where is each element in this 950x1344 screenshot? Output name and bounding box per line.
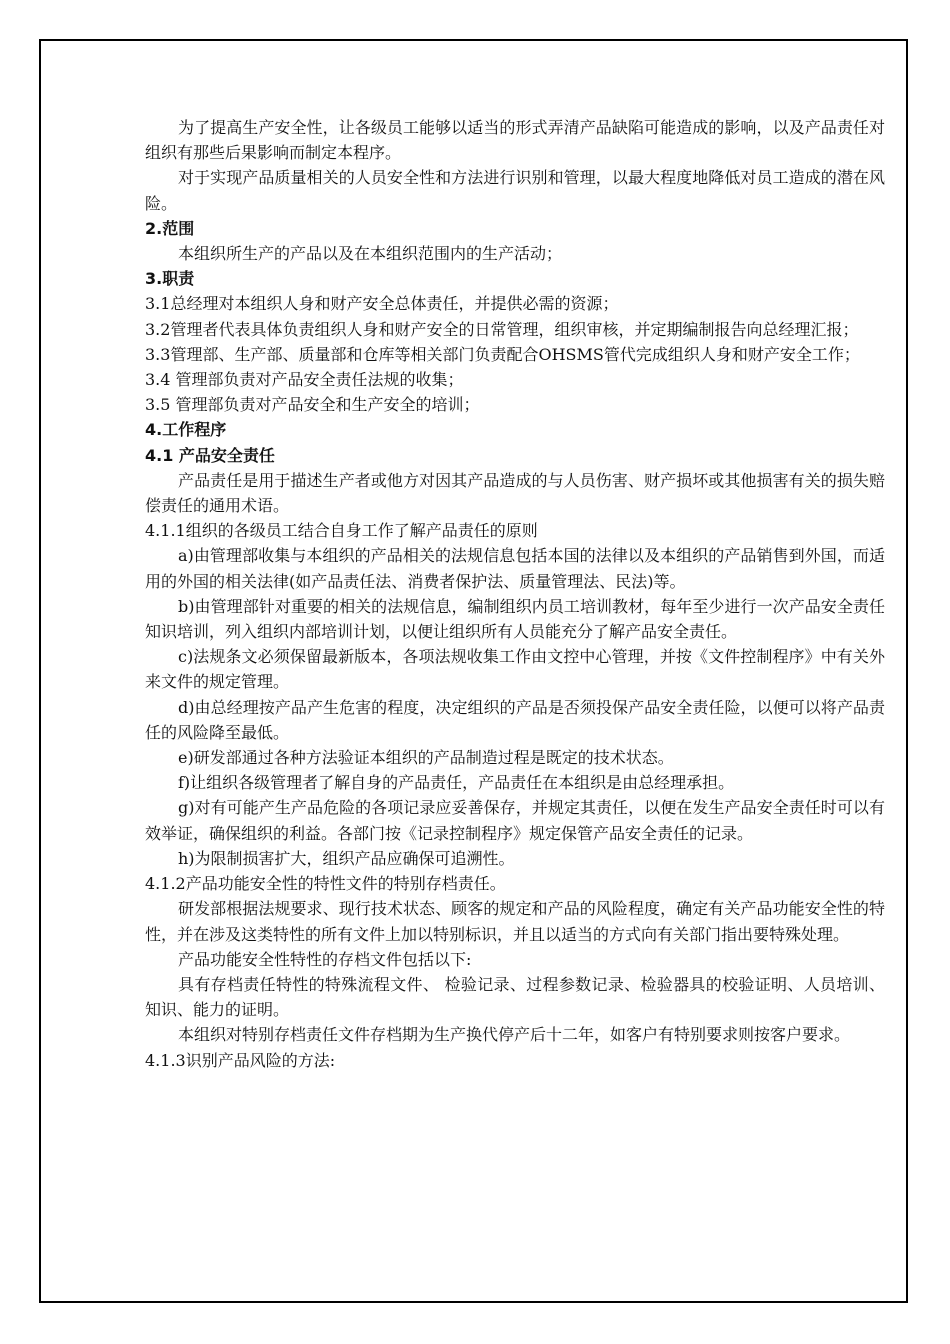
section-3-2: 3.2管理者代表具体负责组织人身和财产安全的日常管理，组织审核，并定期编制报告向总经理汇报； bbox=[145, 319, 859, 339]
section-2-heading: 2.范围 bbox=[145, 218, 195, 238]
intro-paragraph-2: 对于实现产品质量相关的人员安全性和方法进行识别和管理，以最大程度地降低对员工造成的潜在风险。 bbox=[145, 168, 885, 213]
section-4-1-3: 4.1.3识别产品风险的方法: bbox=[145, 1050, 336, 1070]
section-4-1-2-paragraph-c: 具有存档责任特性的特殊流程文件、 检验记录、过程参数记录、检验器具的校验证明、人员培训、知识、能力的证明。 bbox=[145, 974, 885, 1020]
item-f: f)让组织各级管理者了解自身的产品责任，产品责任在本组织是由总经理承担。 bbox=[178, 773, 735, 793]
document-body bbox=[145, 115, 885, 1073]
item-d: d)由总经理按产品产生危害的程度，决定组织的产品是否须投保产品安全责任险，以便可以将产品责任的风险降至最低。 bbox=[145, 697, 885, 742]
item-a: a)由管理部收集与本组织的产品相关的法规信息包括本国的法律以及本组织的产品销售到外国，而适用的外国的相关法律(如产品责任法、消费者保护法、质量管理法、民法)等。 bbox=[145, 546, 885, 591]
section-4-1-2-paragraph-b: 产品功能安全性特性的存档文件包括以下: bbox=[178, 949, 472, 969]
section-4-1-2-paragraph-d: 本组织对特别存档责任文件存档期为生产换代停产后十二年，如客户有特别要求则按客户要求。 bbox=[178, 1025, 851, 1045]
section-4-1-heading: 4.1 产品安全责任 bbox=[145, 445, 275, 465]
item-h: h)为限制损害扩大，组织产品应确保可追溯性。 bbox=[178, 848, 515, 868]
section-3-3: 3.3管理部、生产部、质量部和仓库等相关部门负责配合OHSMS管代完成组织人身和财产安全工作； bbox=[145, 344, 860, 364]
intro-paragraph-1: 为了提高生产安全性，让各级员工能够以适当的形式弄清产品缺陷可能造成的影响，以及产品责任对组织有那些后果影响而制定本程序。 bbox=[145, 118, 885, 163]
item-c: c)法规条文必须保留最新版本，各项法规收集工作由文控中心管理，并按《文件控制程序》中有关外来文件的规定管理。 bbox=[145, 647, 885, 692]
section-3-1: 3.1总经理对本组织人身和财产安全总体责任，并提供必需的资源； bbox=[145, 294, 619, 314]
section-2-text: 本组织所生产的产品以及在本组织范围内的生产活动； bbox=[178, 244, 563, 264]
section-3-5: 3.5 管理部负责对产品安全和生产安全的培训； bbox=[145, 395, 480, 415]
section-4-1-2: 4.1.2产品功能安全性的特性文件的特别存档责任。 bbox=[145, 874, 506, 894]
section-4-1-text: 产品责任是用于描述生产者或他方对因其产品造成的与人员伤害、财产损坏或其他损害有关的损失赔偿责任的通用术语。 bbox=[145, 470, 885, 516]
item-e: e)研发部通过各种方法验证本组织的产品制造过程是既定的技术状态。 bbox=[178, 748, 674, 768]
section-3-4: 3.4 管理部负责对产品安全责任法规的收集； bbox=[145, 370, 464, 390]
section-4-heading: 4.工作程序 bbox=[145, 420, 227, 440]
section-3-heading: 3.职责 bbox=[145, 269, 195, 289]
item-b: b)由管理部针对重要的相关的法规信息，编制组织内员工培训教材，每年至少进行一次产品安全责任知识培训，列入组织内部培训计划，以便让组织所有人员能充分了解产品安全责任。 bbox=[145, 596, 885, 642]
section-4-1-2-paragraph-a: 研发部根据法规要求、现行技术状态、顾客的规定和产品的风险程度，确定有关产品功能安全性的特性，并在涉及这类特性的所有文件上加以特别标识，并且以适当的方式向有关部门指出要特殊处理。 bbox=[145, 899, 885, 944]
section-4-1-1: 4.1.1组织的各级员工结合自身工作了解产品责任的原则 bbox=[145, 521, 538, 541]
item-g: g)对有可能产生产品危险的各项记录应妥善保存，并规定其责任，以便在发生产品安全责任时可以有效举证，确保组织的利益。各部门按《记录控制程序》规定保管产品安全责任的记录。 bbox=[145, 798, 885, 843]
